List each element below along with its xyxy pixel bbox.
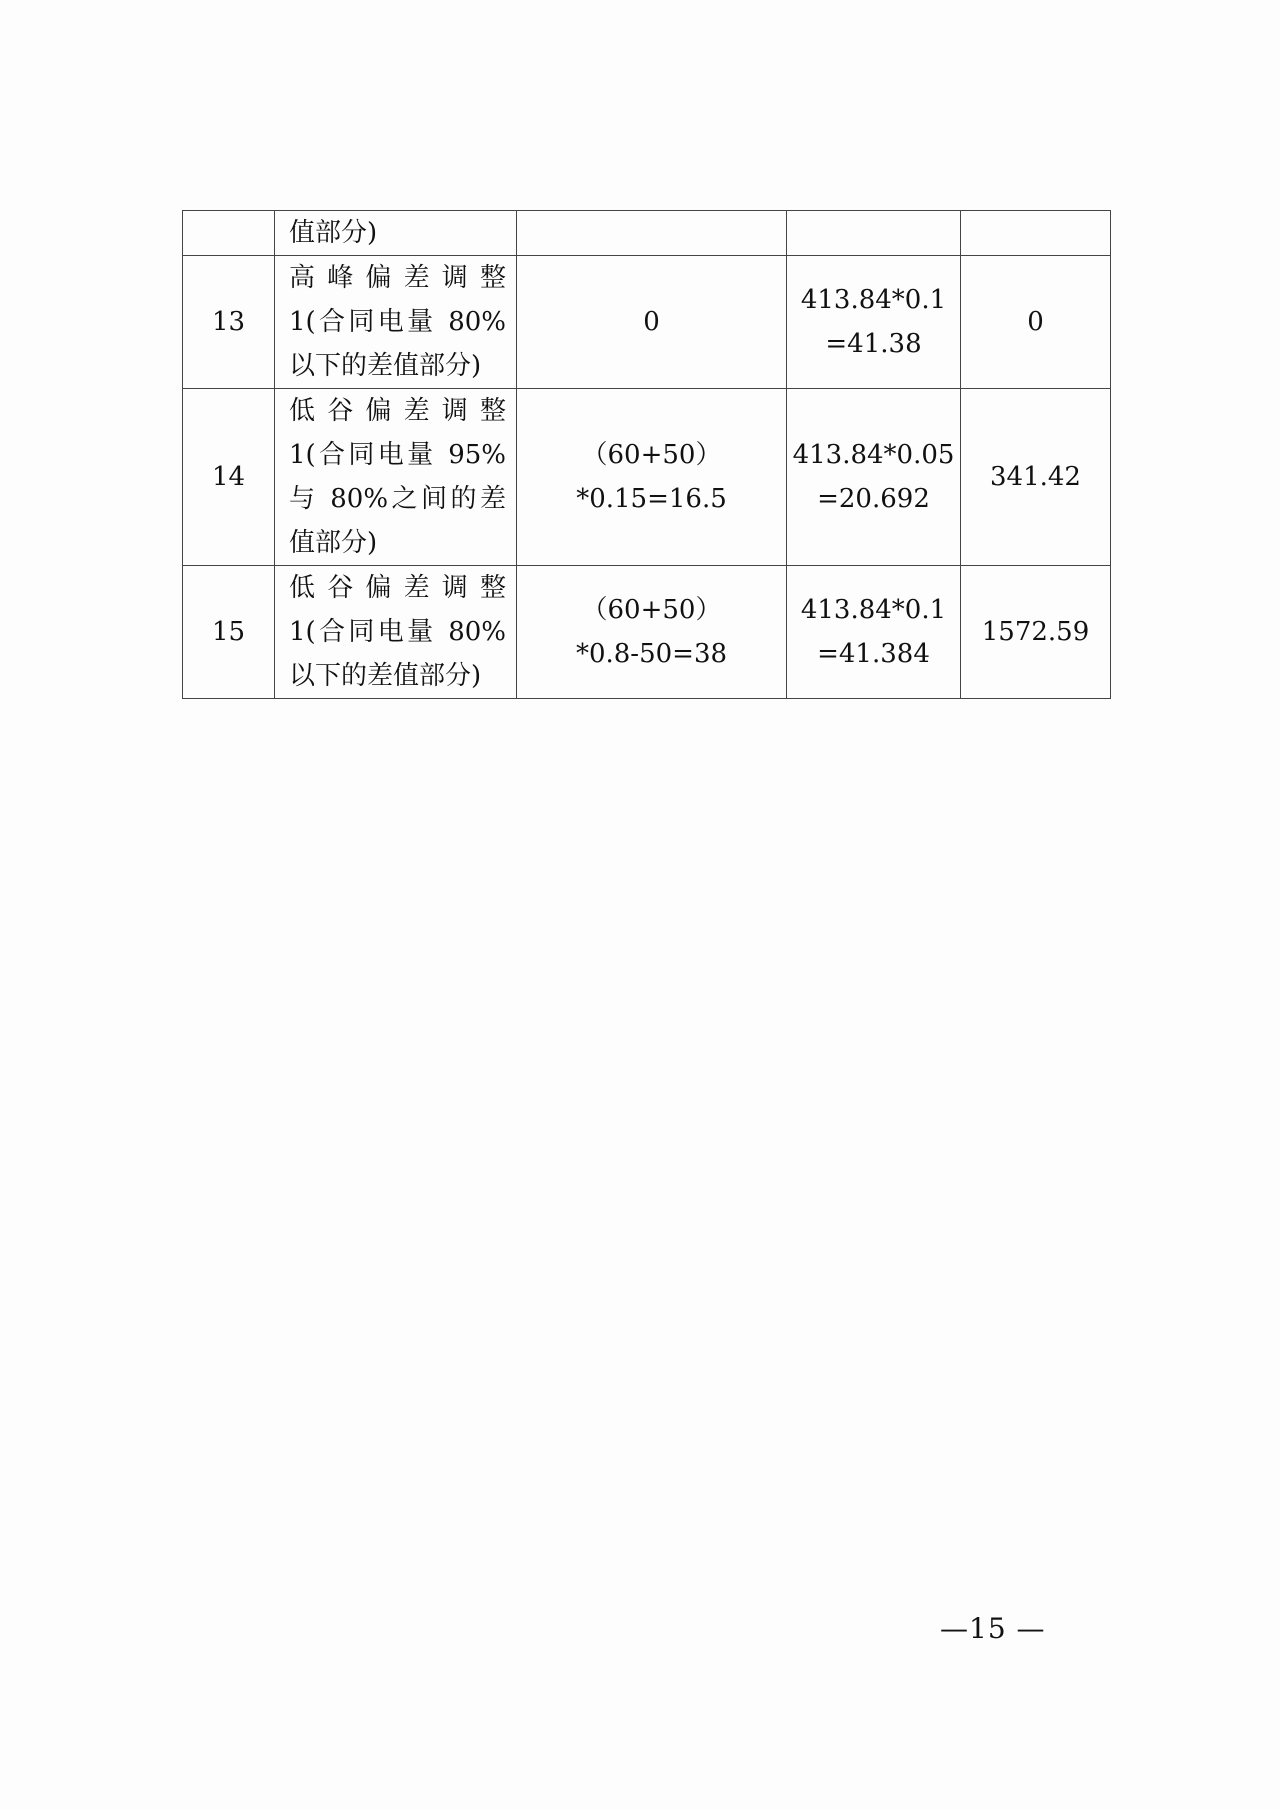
- table-row: [183, 566, 1111, 699]
- table-row-continued: [183, 211, 1111, 256]
- item-line: 值部分): [289, 528, 378, 558]
- value-b-line: 413.84*0.05: [792, 440, 955, 470]
- item-line: 1(合同电量 80%: [289, 617, 506, 647]
- item-line: 1(合同电量 80%: [289, 307, 506, 337]
- result-cell: 1572.59: [961, 566, 1111, 699]
- item-description-cell: [275, 211, 517, 256]
- item-line: 1(合同电量 95%: [289, 440, 506, 470]
- item-line: 与 80%之间的差: [289, 484, 506, 514]
- value-a-cell: [517, 256, 787, 389]
- table-row: [183, 389, 1111, 566]
- row-number-cell: 13: [183, 256, 275, 389]
- item-line: 值部分): [289, 218, 378, 248]
- item-line: 以下的差值部分): [289, 351, 482, 381]
- value-b-cell: [787, 389, 961, 566]
- row-number-cell: 15: [183, 566, 275, 699]
- result-cell: 341.42: [961, 389, 1111, 566]
- value-b-line: =20.692: [817, 484, 930, 514]
- item-description-cell: [275, 256, 517, 389]
- value-b-line: 413.84*0.1: [800, 285, 947, 315]
- value-a-line: *0.15=16.5: [576, 484, 727, 514]
- item-line: 低谷偏差调整: [289, 573, 506, 603]
- result-cell: [961, 211, 1111, 256]
- item-description-cell: [275, 566, 517, 699]
- value-a-line: （60+50）: [581, 440, 722, 470]
- item-line: 高峰偏差调整: [289, 263, 506, 293]
- value-b-cell: [787, 566, 961, 699]
- table-row: [183, 256, 1111, 389]
- value-b-line: =41.384: [817, 639, 930, 669]
- value-a-cell: [517, 389, 787, 566]
- item-line: 以下的差值部分): [289, 661, 482, 691]
- item-line: 低谷偏差调整: [289, 396, 506, 426]
- result-cell: 0: [961, 256, 1111, 389]
- item-description-cell: [275, 389, 517, 566]
- page-number: —15 —: [940, 1612, 1046, 1645]
- value-b-cell: [787, 256, 961, 389]
- row-number-cell: [183, 211, 275, 256]
- value-a-cell: [517, 566, 787, 699]
- value-a-line: （60+50）: [581, 595, 722, 625]
- row-number-cell: 14: [183, 389, 275, 566]
- value-b-line: =41.38: [825, 329, 922, 359]
- value-a-cell: [517, 211, 787, 256]
- value-a-line: *0.8-50=38: [575, 639, 728, 669]
- value-a-line: 0: [643, 307, 660, 337]
- calculation-table: [182, 210, 1111, 699]
- value-b-cell: [787, 211, 961, 256]
- value-b-line: 413.84*0.1: [800, 595, 947, 625]
